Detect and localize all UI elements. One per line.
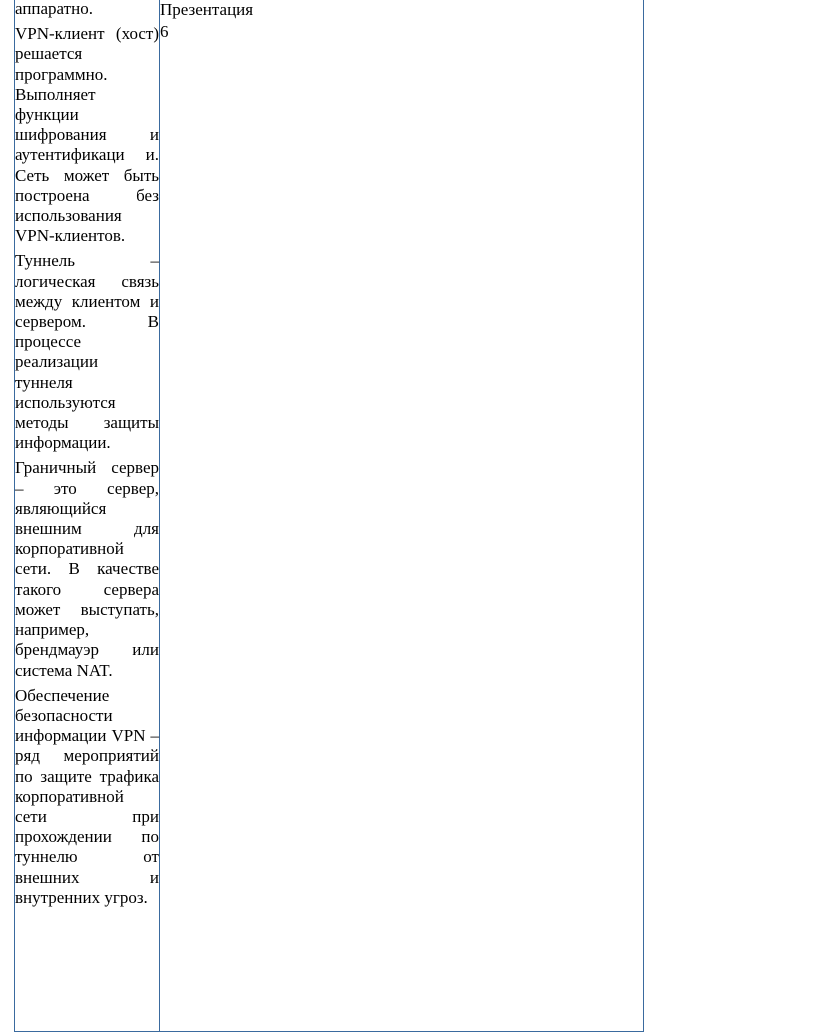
content-table (14, 0, 644, 1032)
presentation-label: Презентация (160, 0, 254, 19)
presentation-cell (160, 0, 644, 1032)
definitions-cell (15, 0, 160, 1032)
presentation-number: 6 (160, 22, 169, 41)
paragraph-tunnel: Туннель – логическая связь между клиентом и сервером. В процессе реализации туннеля используются методы защиты информации. (15, 251, 159, 453)
paragraph-vpn-security: Обеспечение безопасности информации VPN – ряд мероприятий по защите трафика корпоративной сети при прохождении по туннелю от внешних и внутренних угроз. (15, 685, 159, 907)
paragraph-border-server: Граничный сервер – это сервер, являющийся внешним для корпоративной сети. В качестве такого сервера может выступать, например, брендмауэр или система NAT. (15, 458, 159, 680)
paragraph-vpn-client: VPN-клиент (хост) решается программно. Выполняет функции шифрования и аутентификаци и. Сеть может быть построена без использования VPN-клиентов. (15, 24, 159, 246)
table-row (15, 0, 644, 1032)
paragraph-hardware: аппаратно. (15, 0, 93, 18)
